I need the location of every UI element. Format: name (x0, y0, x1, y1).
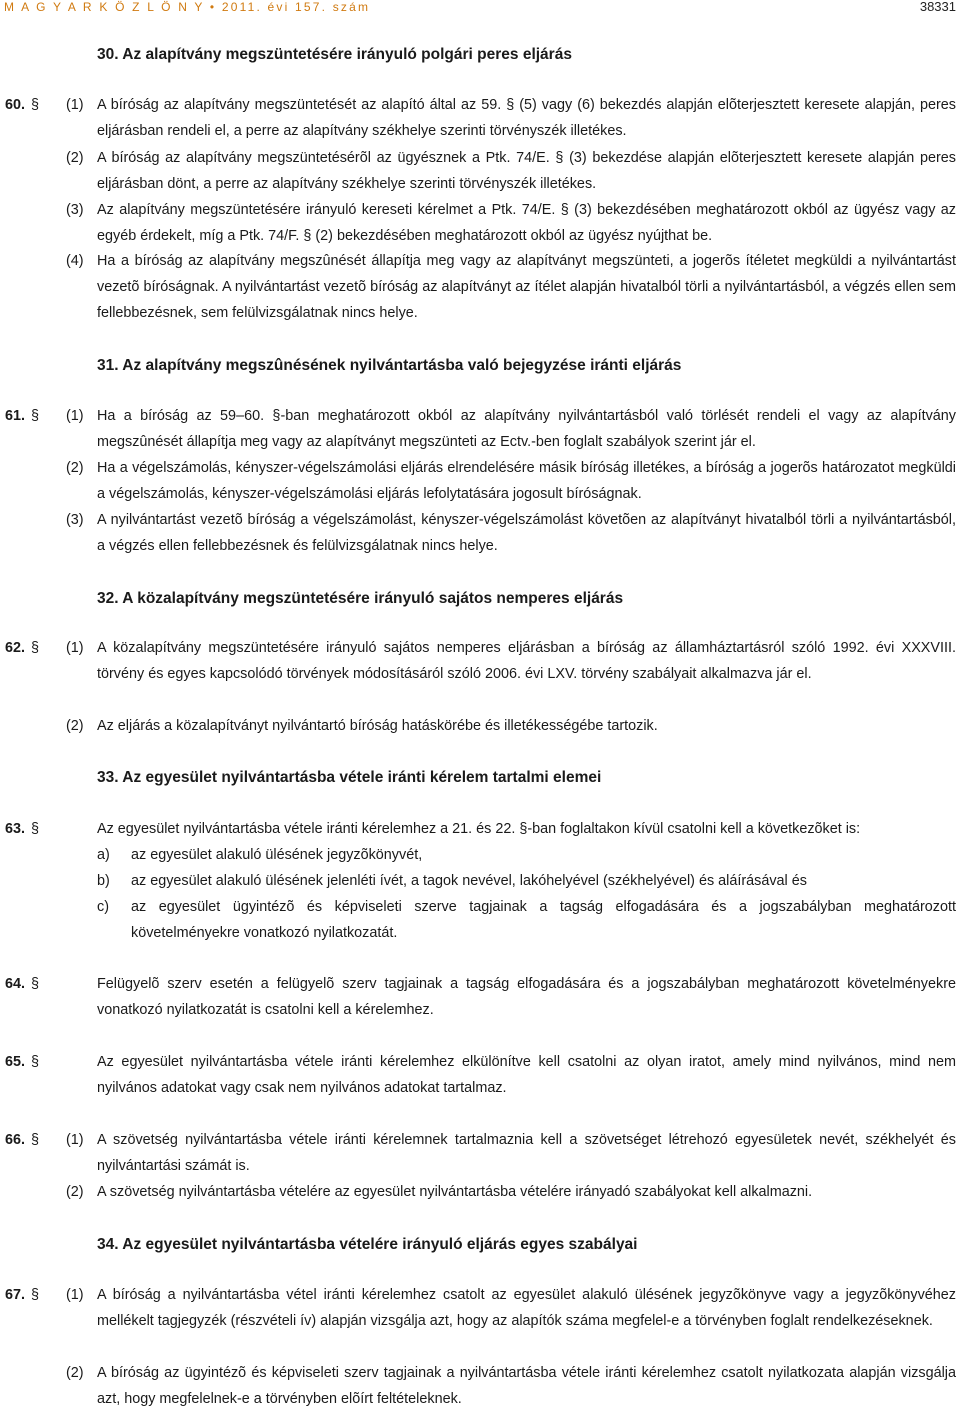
paragraph-text: Az eljárás a közalapítványt nyilvántartó bíróság hatáskörébe és illetékességébe tartozik. (97, 718, 658, 734)
subsection-number: (3) (66, 202, 84, 218)
section-sign: § (31, 97, 40, 113)
paragraph-64 (0, 971, 960, 1023)
paragraph-text: Ha a bíróság az alapítvány megszûnését állapítja meg vagy az alapítványt megszünteti, a jogerõs ítéletet megküldi a nyilvántartást vezetõ bíróságnak. A nyilvántartást vezetõ bíróság az alapítványt az ítélet alapján hivatalból törli a nyilvántartásból, a végzés ellen sem fellebbezésnek, sem felülvizsgálatnak nincs helye. (97, 253, 956, 321)
paragraph-text: A nyilvántartást vezetõ bíróság a végelszámolást, kényszer-végelszámolást követõen az alapítványt hivatalból törli a nyilvántartásból, a végzés ellen fellebbezésnek és felülvizsgálatnak nincs helye. (97, 512, 956, 554)
subsection-number: (1) (66, 97, 84, 113)
subsection-number: (1) (66, 1132, 84, 1148)
section-heading-32: 32. A közalapítvány megszüntetésére irányuló sajátos nemperes eljárás (97, 590, 624, 607)
paragraph-text: A szövetség nyilvántartásba vétele iránti kérelemnek tartalmaznia kell a szövetséget létrehozó egyesületek nevét, székhelyét és nyilvántartási számát is. (97, 1132, 956, 1174)
paragraph-text: Az egyesület nyilvántartásba vétele iránti kérelemhez a 21. és 22. §-ban foglaltakon kívül csatolni kell a következõket is: (97, 821, 861, 837)
paragraph-63-b (0, 868, 960, 894)
subsection-number: (2) (66, 1365, 84, 1381)
paragraph-text: Az egyesület nyilvántartásba vétele iránti kérelemhez elkülönítve kell csatolni az olyan iratot, amely mind nyilvános, mind nem nyilvános adatokat vagy csak nem nyilvános adatokat tartalmaz. (97, 1054, 956, 1096)
paragraph-60-3 (0, 197, 960, 249)
subsection-number: (4) (66, 253, 84, 269)
section-number: 66. (5, 1132, 26, 1148)
section-sign: § (31, 1287, 40, 1303)
list-item-text: az egyesület ügyintézõ és képviseleti szerve tagjainak a tagság elfogadására és a jogszabályban meghatározott követelményekre vonatkozó nyilatkozatát. (131, 899, 956, 941)
subsection-number: (1) (66, 408, 84, 424)
page-header (4, 0, 956, 15)
section-sign: § (31, 821, 40, 837)
list-item-text: az egyesület alakuló ülésének jelenléti ívét, a tagok nevével, lakóhelyével (székhelyével) és aláírásával és (131, 873, 807, 889)
paragraph-66-1 (0, 1127, 960, 1179)
paragraph-text: A szövetség nyilvántartásba vételére az egyesület nyilvántartásba vételére irányadó szabályokat kell alkalmazni. (97, 1184, 813, 1200)
paragraph-63-a (0, 842, 960, 868)
paragraph-60-4 (0, 248, 960, 326)
paragraph-61-1 (0, 403, 960, 455)
subsection-number: (2) (66, 460, 84, 476)
subsection-number: (1) (66, 640, 84, 656)
paragraph-text: Felügyelõ szerv esetén a felügyelõ szerv tagjainak a tagság elfogadására és a jogszabályban meghatározott követelményekre vonatkozó nyilatkozatát is csatolni kell a kérelemhez. (97, 976, 956, 1018)
section-heading-33: 33. Az egyesület nyilvántartásba vétele iránti kérelem tartalmi elemei (97, 769, 602, 786)
paragraph-text: A bíróság a nyilvántartásba vétel iránti kérelemhez csatolt az egyesület alakuló ülésének jegyzõkönyve vagy a jegyzõkönyvéhez mellékelt tagjegyzék (részvételi ív) alapján vizsgálja azt, hogy az alapítók száma megfelel-e a törvényben foglalt rendelkezéseknek. (97, 1287, 956, 1329)
section-number: 60. (5, 97, 26, 113)
paragraph-text: A bíróság az ügyintézõ és képviseleti szerv tagjainak a nyilvántartásba vétele iránti kérelemhez csatolt nyilatkozata alapján vizsgálja azt, hogy megfelelnek-e a törvényben elõírt feltételeknek. (97, 1365, 956, 1407)
section-number: 64. (5, 976, 26, 992)
paragraph-62-1 (0, 635, 960, 687)
subsection-number: (2) (66, 150, 84, 166)
paragraph-text: A közalapítvány megszüntetésére irányuló sajátos nemperes eljárásban a bíróság az államháztartásról szóló 1992. évi XXXVIII. törvény és egyes kapcsolódó törvények módosításáról szóló 2006. évi LXV. törvény szabályait alkalmazva jár el. (97, 640, 956, 682)
list-letter: c) (97, 899, 109, 915)
list-letter: b) (97, 873, 110, 889)
subsection-number: (2) (66, 718, 84, 734)
section-sign: § (31, 408, 40, 424)
subsection-number: (2) (66, 1184, 84, 1200)
paragraph-60-2 (0, 145, 960, 197)
paragraph-text: Az alapítvány megszüntetésére irányuló kereseti kérelmet a Ptk. 74/E. § (3) bekezdésében meghatározott okból az ügyész vagy az egyéb érdekelt, míg a Ptk. 74/F. § (2) bekezdésében meghatározott okból az ügyész nyújthat be. (97, 202, 956, 244)
paragraph-60-1 (0, 92, 960, 144)
section-sign: § (31, 1132, 40, 1148)
paragraph-63-c (0, 894, 960, 946)
paragraph-66-2 (0, 1179, 960, 1205)
section-sign: § (31, 976, 40, 992)
subsection-number: (3) (66, 512, 84, 528)
journal-title: M A G Y A R K Ö Z L Ö N Y • 2011. évi 157. szám (4, 0, 371, 14)
paragraph-63 (0, 816, 960, 842)
list-letter: a) (97, 847, 110, 863)
section-heading-34: 34. Az egyesület nyilvántartásba vételére irányuló eljárás egyes szabályai (97, 1236, 638, 1253)
paragraph-67-2 (0, 1360, 960, 1412)
section-sign: § (31, 1054, 40, 1070)
paragraph-65 (0, 1049, 960, 1101)
section-number: 63. (5, 821, 26, 837)
page-number: 38331 (919, 0, 956, 14)
paragraph-text: A bíróság az alapítvány megszüntetését az alapító által az 59. § (5) vagy (6) bekezdés alapján elõterjesztett keresete alapján, peres eljárásban rendeli el, a perre az alapítvány székhelye szerinti törvényszék illetékes. (97, 97, 956, 139)
paragraph-61-2 (0, 455, 960, 507)
section-number: 61. (5, 408, 26, 424)
section-number: 62. (5, 640, 26, 656)
paragraph-61-3 (0, 507, 960, 559)
section-heading-31: 31. Az alapítvány megszûnésének nyilvántartásba való bejegyzése iránti eljárás (97, 357, 682, 374)
list-item-text: az egyesület alakuló ülésének jegyzõkönyvét, (131, 847, 423, 863)
section-number: 67. (5, 1287, 26, 1303)
paragraph-text: Ha a végelszámolás, kényszer-végelszámolási eljárás elrendelésére másik bíróság illetékes, a bíróság a jogerõs határozatot megküldi a végelszámolás, kényszer-végelszámolási eljárás lefolytatására jogosult bíróságnak. (97, 460, 956, 502)
section-heading-30: 30. Az alapítvány megszüntetésére irányuló polgári peres eljárás (97, 46, 572, 63)
section-number: 65. (5, 1054, 26, 1070)
section-sign: § (31, 640, 40, 656)
paragraph-text: Ha a bíróság az 59–60. §-ban meghatározott okból az alapítvány nyilvántartásból való törlését rendeli el vagy az alapítvány megszûnését állapítja meg vagy az alapítványt megszünteti az Ectv.-ben foglalt szabályok szerint jár el. (97, 408, 956, 450)
paragraph-text: A bíróság az alapítvány megszüntetésérõl az ügyésznek a Ptk. 74/E. § (3) bekezdése alapján elõterjesztett keresete alapján peres eljárásban dönt, a perre az alapítvány székhelye szerinti törvényszék illetékes. (97, 150, 956, 192)
subsection-number: (1) (66, 1287, 84, 1303)
paragraph-62-2 (0, 713, 960, 739)
paragraph-67-1 (0, 1282, 960, 1334)
